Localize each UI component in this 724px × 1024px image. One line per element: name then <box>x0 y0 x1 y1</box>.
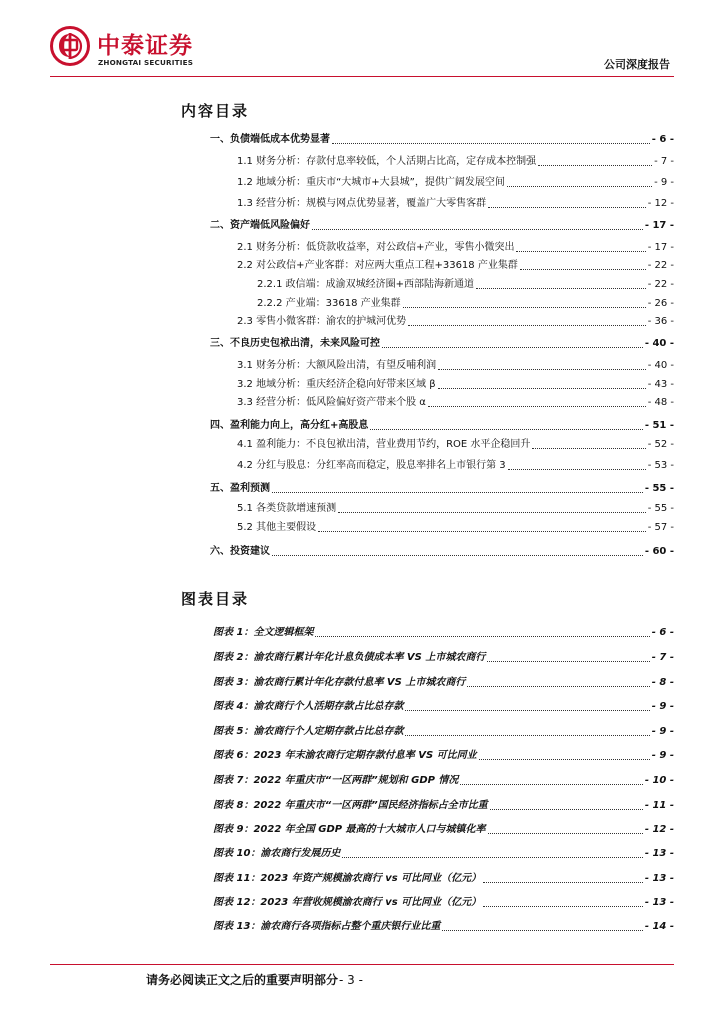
report-type-label: 公司深度报告 <box>604 58 670 71</box>
toc-entry-page: - 55 - <box>644 483 674 494</box>
toc-entry-text: 五、盈利预测 <box>210 483 270 494</box>
dot-leader <box>516 251 645 252</box>
toc-entry-text: 1.1 财务分析：存款付息率较低，个人活期占比高，定存成本控制强 <box>237 156 537 167</box>
toc-entry-page: - 57 - <box>647 522 674 533</box>
toc-entry[interactable] <box>237 497 674 515</box>
figure-entry-page: - 8 - <box>651 677 674 688</box>
toc-entry[interactable] <box>237 433 674 451</box>
figure-entry-page: - 13 - <box>644 873 674 884</box>
dot-leader <box>483 906 643 907</box>
toc-entry-text: 2.3 零售小微客群：渝农的护城河优势 <box>237 316 407 327</box>
brand-name-cn: 中泰证券 <box>97 33 193 59</box>
toc-entry-text: 5.1 各类贷款增速预测 <box>237 503 337 514</box>
zhongtai-logo-icon <box>50 26 90 66</box>
toc-entry-text: 四、盈利能力向上，高分红+高股息 <box>210 420 369 431</box>
toc-entry-text: 三、不良历史包袱出清，未来风险可控 <box>210 338 380 349</box>
toc-entry-page: - 53 - <box>647 460 674 471</box>
dot-leader <box>532 448 645 449</box>
dot-leader <box>332 143 650 144</box>
dot-leader <box>507 186 652 187</box>
toc-entry[interactable] <box>257 273 674 291</box>
dot-leader <box>338 512 646 513</box>
figure-entry-page: - 9 - <box>651 701 674 712</box>
toc-entry-page: - 36 - <box>647 316 674 327</box>
toc-entry-page: - 55 - <box>647 503 674 514</box>
toc-entry-text: 5.2 其他主要假设 <box>237 522 317 533</box>
dot-leader <box>272 492 643 493</box>
disclaimer-text: 请务必阅读正文之后的重要声明部分 <box>146 973 339 987</box>
figure-entry[interactable] <box>213 646 674 664</box>
figure-entry-page: - 6 - <box>651 627 674 638</box>
figure-entry-text: 图表 13：渝农商行各项指标占整个重庆银行业比重 <box>213 921 441 932</box>
dot-leader <box>438 388 646 389</box>
toc-entry-page: - 48 - <box>647 397 674 408</box>
dot-leader <box>382 347 643 348</box>
toc-entry[interactable] <box>237 150 674 168</box>
dot-leader <box>428 406 646 407</box>
figure-entry-page: - 14 - <box>644 921 674 932</box>
figure-entry[interactable] <box>213 867 674 885</box>
toc-entry-text: 六、投资建议 <box>210 546 270 557</box>
figure-entry[interactable] <box>213 621 674 639</box>
toc-entry-page: - 40 - <box>647 360 674 371</box>
toc-entry-text: 3.3 经营分析：低风险偏好资产带来个股 α <box>237 397 426 408</box>
dot-leader <box>479 759 650 760</box>
toc-entry[interactable] <box>237 192 674 210</box>
figure-entry-text: 图表 3：渝农商行累计年化存款付息率 VS 上市城农商行 <box>213 677 466 688</box>
toc-entry[interactable] <box>237 373 674 391</box>
figure-entry[interactable] <box>213 891 674 909</box>
footer-divider <box>50 964 674 965</box>
toc-entry-page: - 26 - <box>647 298 674 309</box>
dot-leader <box>520 269 646 270</box>
dot-leader <box>538 165 652 166</box>
toc-entry-text: 2.2 对公政信+产业客群：对应两大重点工程+33618 产业集群 <box>237 260 518 271</box>
toc-entry-text: 一、负债端低成本优势显著 <box>210 134 330 145</box>
dot-leader <box>483 882 643 883</box>
toc-entry-page: - 60 - <box>644 546 674 557</box>
figure-entry[interactable] <box>213 744 674 762</box>
figure-entry[interactable] <box>213 842 674 860</box>
figure-entry[interactable] <box>213 794 674 812</box>
dot-leader <box>488 207 646 208</box>
toc-entry[interactable] <box>210 332 674 350</box>
header-divider <box>50 76 674 77</box>
toc-entry-text: 3.2 地域分析：重庆经济企稳向好带来区域 β <box>237 379 436 390</box>
dot-leader <box>476 288 646 289</box>
toc-entry[interactable] <box>210 477 674 495</box>
toc-entry-page: - 17 - <box>647 242 674 253</box>
toc-entry[interactable] <box>210 540 674 558</box>
figure-entry-text: 图表 4：渝农商行个人活期存款占比总存款 <box>213 701 404 712</box>
dot-leader <box>488 833 643 834</box>
figure-entry-page: - 13 - <box>644 897 674 908</box>
figure-entry[interactable] <box>213 671 674 689</box>
toc-entry[interactable] <box>237 391 674 409</box>
dot-leader <box>403 307 646 308</box>
toc-title: 内容目录 <box>181 102 250 120</box>
dot-leader <box>442 930 642 931</box>
dot-leader <box>467 686 649 687</box>
toc-entry-page: - 9 - <box>654 177 674 188</box>
figure-entry[interactable] <box>213 695 674 713</box>
dot-leader <box>318 531 646 532</box>
toc-entry-text: 1.3 经营分析：规模与网点优势显著，覆盖广大零售客群 <box>237 198 487 209</box>
dot-leader <box>508 469 646 470</box>
dot-leader <box>487 661 649 662</box>
figure-entry-page: - 9 - <box>651 726 674 737</box>
toc-entry-page: - 40 - <box>644 338 674 349</box>
figure-entry-page: - 7 - <box>651 652 674 663</box>
dot-leader <box>272 555 643 556</box>
toc-entry-text: 4.2 分红与股息：分红率高而稳定，股息率排名上市银行第 3 <box>237 460 506 471</box>
toc-entry[interactable] <box>257 292 674 310</box>
dot-leader <box>408 325 646 326</box>
toc-entry-page: - 7 - <box>654 156 674 167</box>
figure-entry[interactable] <box>213 769 674 787</box>
figure-entry-page: - 12 - <box>644 824 674 835</box>
figure-entry-text: 图表 12：2023 年营收规模渝农商行 vs 可比同业（亿元） <box>213 897 482 908</box>
figure-entry-page: - 9 - <box>651 750 674 761</box>
toc-entry-text: 3.1 财务分析：大额风险出清，有望反哺利润 <box>237 360 437 371</box>
dot-leader <box>312 229 643 230</box>
figure-entry[interactable] <box>213 915 674 933</box>
figure-entry-page: - 11 - <box>644 800 674 811</box>
figure-entry-page: - 13 - <box>644 848 674 859</box>
toc-entry-page: - 51 - <box>644 420 674 431</box>
toc-entry[interactable] <box>210 214 674 232</box>
figures-title: 图表目录 <box>181 590 250 608</box>
page-header <box>0 0 724 80</box>
figure-entry-text: 图表 7：2022 年重庆市“一区两群”规划和 GDP 情况 <box>213 775 459 786</box>
toc-entry-page: - 17 - <box>644 220 674 231</box>
toc-entry[interactable] <box>210 128 674 146</box>
figure-entry-text: 图表 1：全文逻辑框架 <box>213 627 314 638</box>
dot-leader <box>405 710 649 711</box>
toc-entry[interactable] <box>210 414 674 432</box>
dot-leader <box>438 369 646 370</box>
dot-leader <box>342 857 642 858</box>
figure-entry[interactable] <box>213 720 674 738</box>
figure-entry-text: 图表 2：渝农商行累计年化计息负债成本率 VS 上市城农商行 <box>213 652 486 663</box>
toc-entry-text: 2.1 财务分析：低贷款收益率，对公政信+产业，零售小微突出 <box>237 242 515 253</box>
figure-entry-text: 图表 6：2023 年末渝农商行定期存款付息率 VS 可比同业 <box>213 750 477 761</box>
page-number: - 3 - <box>339 973 363 987</box>
toc-entry-page: - 6 - <box>651 134 674 145</box>
dot-leader <box>315 636 649 637</box>
toc-entry-page: - 43 - <box>647 379 674 390</box>
toc-entry[interactable] <box>237 236 674 254</box>
figure-entry[interactable] <box>213 818 674 836</box>
dot-leader <box>460 784 642 785</box>
toc-entry[interactable] <box>237 254 674 272</box>
toc-entry-text: 二、资产端低风险偏好 <box>210 220 310 231</box>
toc-entry-page: - 22 - <box>647 260 674 271</box>
toc-entry[interactable] <box>237 516 674 534</box>
dot-leader <box>405 735 649 736</box>
figure-entry-text: 图表 11：2023 年资产规模渝农商行 vs 可比同业（亿元） <box>213 873 482 884</box>
dot-leader <box>490 809 643 810</box>
toc-entry[interactable] <box>237 310 674 328</box>
toc-entry-text: 2.2.2 产业端：33618 产业集群 <box>257 298 401 309</box>
figure-entry-text: 图表 8：2022 年重庆市“一区两群”国民经济指标占全市比重 <box>213 800 488 811</box>
toc-entry-text: 4.1 盈利能力：不良包袱出清，营业费用节约，ROE 水平企稳回升 <box>237 439 531 450</box>
figure-entry-text: 图表 10：渝农商行发展历史 <box>213 848 341 859</box>
toc-entry[interactable] <box>237 171 674 189</box>
brand-name-en: ZHONGTAI SECURITIES <box>98 58 194 67</box>
figure-entry-text: 图表 9：2022 年全国 GDP 最高的十大城市人口与城镇化率 <box>213 824 486 835</box>
toc-entry[interactable] <box>237 454 674 472</box>
dot-leader <box>370 429 642 430</box>
toc-entry[interactable] <box>237 354 674 372</box>
toc-entry-page: - 52 - <box>647 439 674 450</box>
toc-entry-text: 1.2 地域分析：重庆市“大城市+大县城”，提供广阔发展空间 <box>237 177 505 188</box>
toc-entry-text: 2.2.1 政信端：成渝双城经济圈+西部陆海新通道 <box>257 279 475 290</box>
figure-entry-page: - 10 - <box>644 775 674 786</box>
toc-entry-page: - 12 - <box>647 198 674 209</box>
figure-entry-text: 图表 5：渝农商行个人定期存款占比总存款 <box>213 726 404 737</box>
toc-entry-page: - 22 - <box>647 279 674 290</box>
page-footer <box>146 971 363 988</box>
